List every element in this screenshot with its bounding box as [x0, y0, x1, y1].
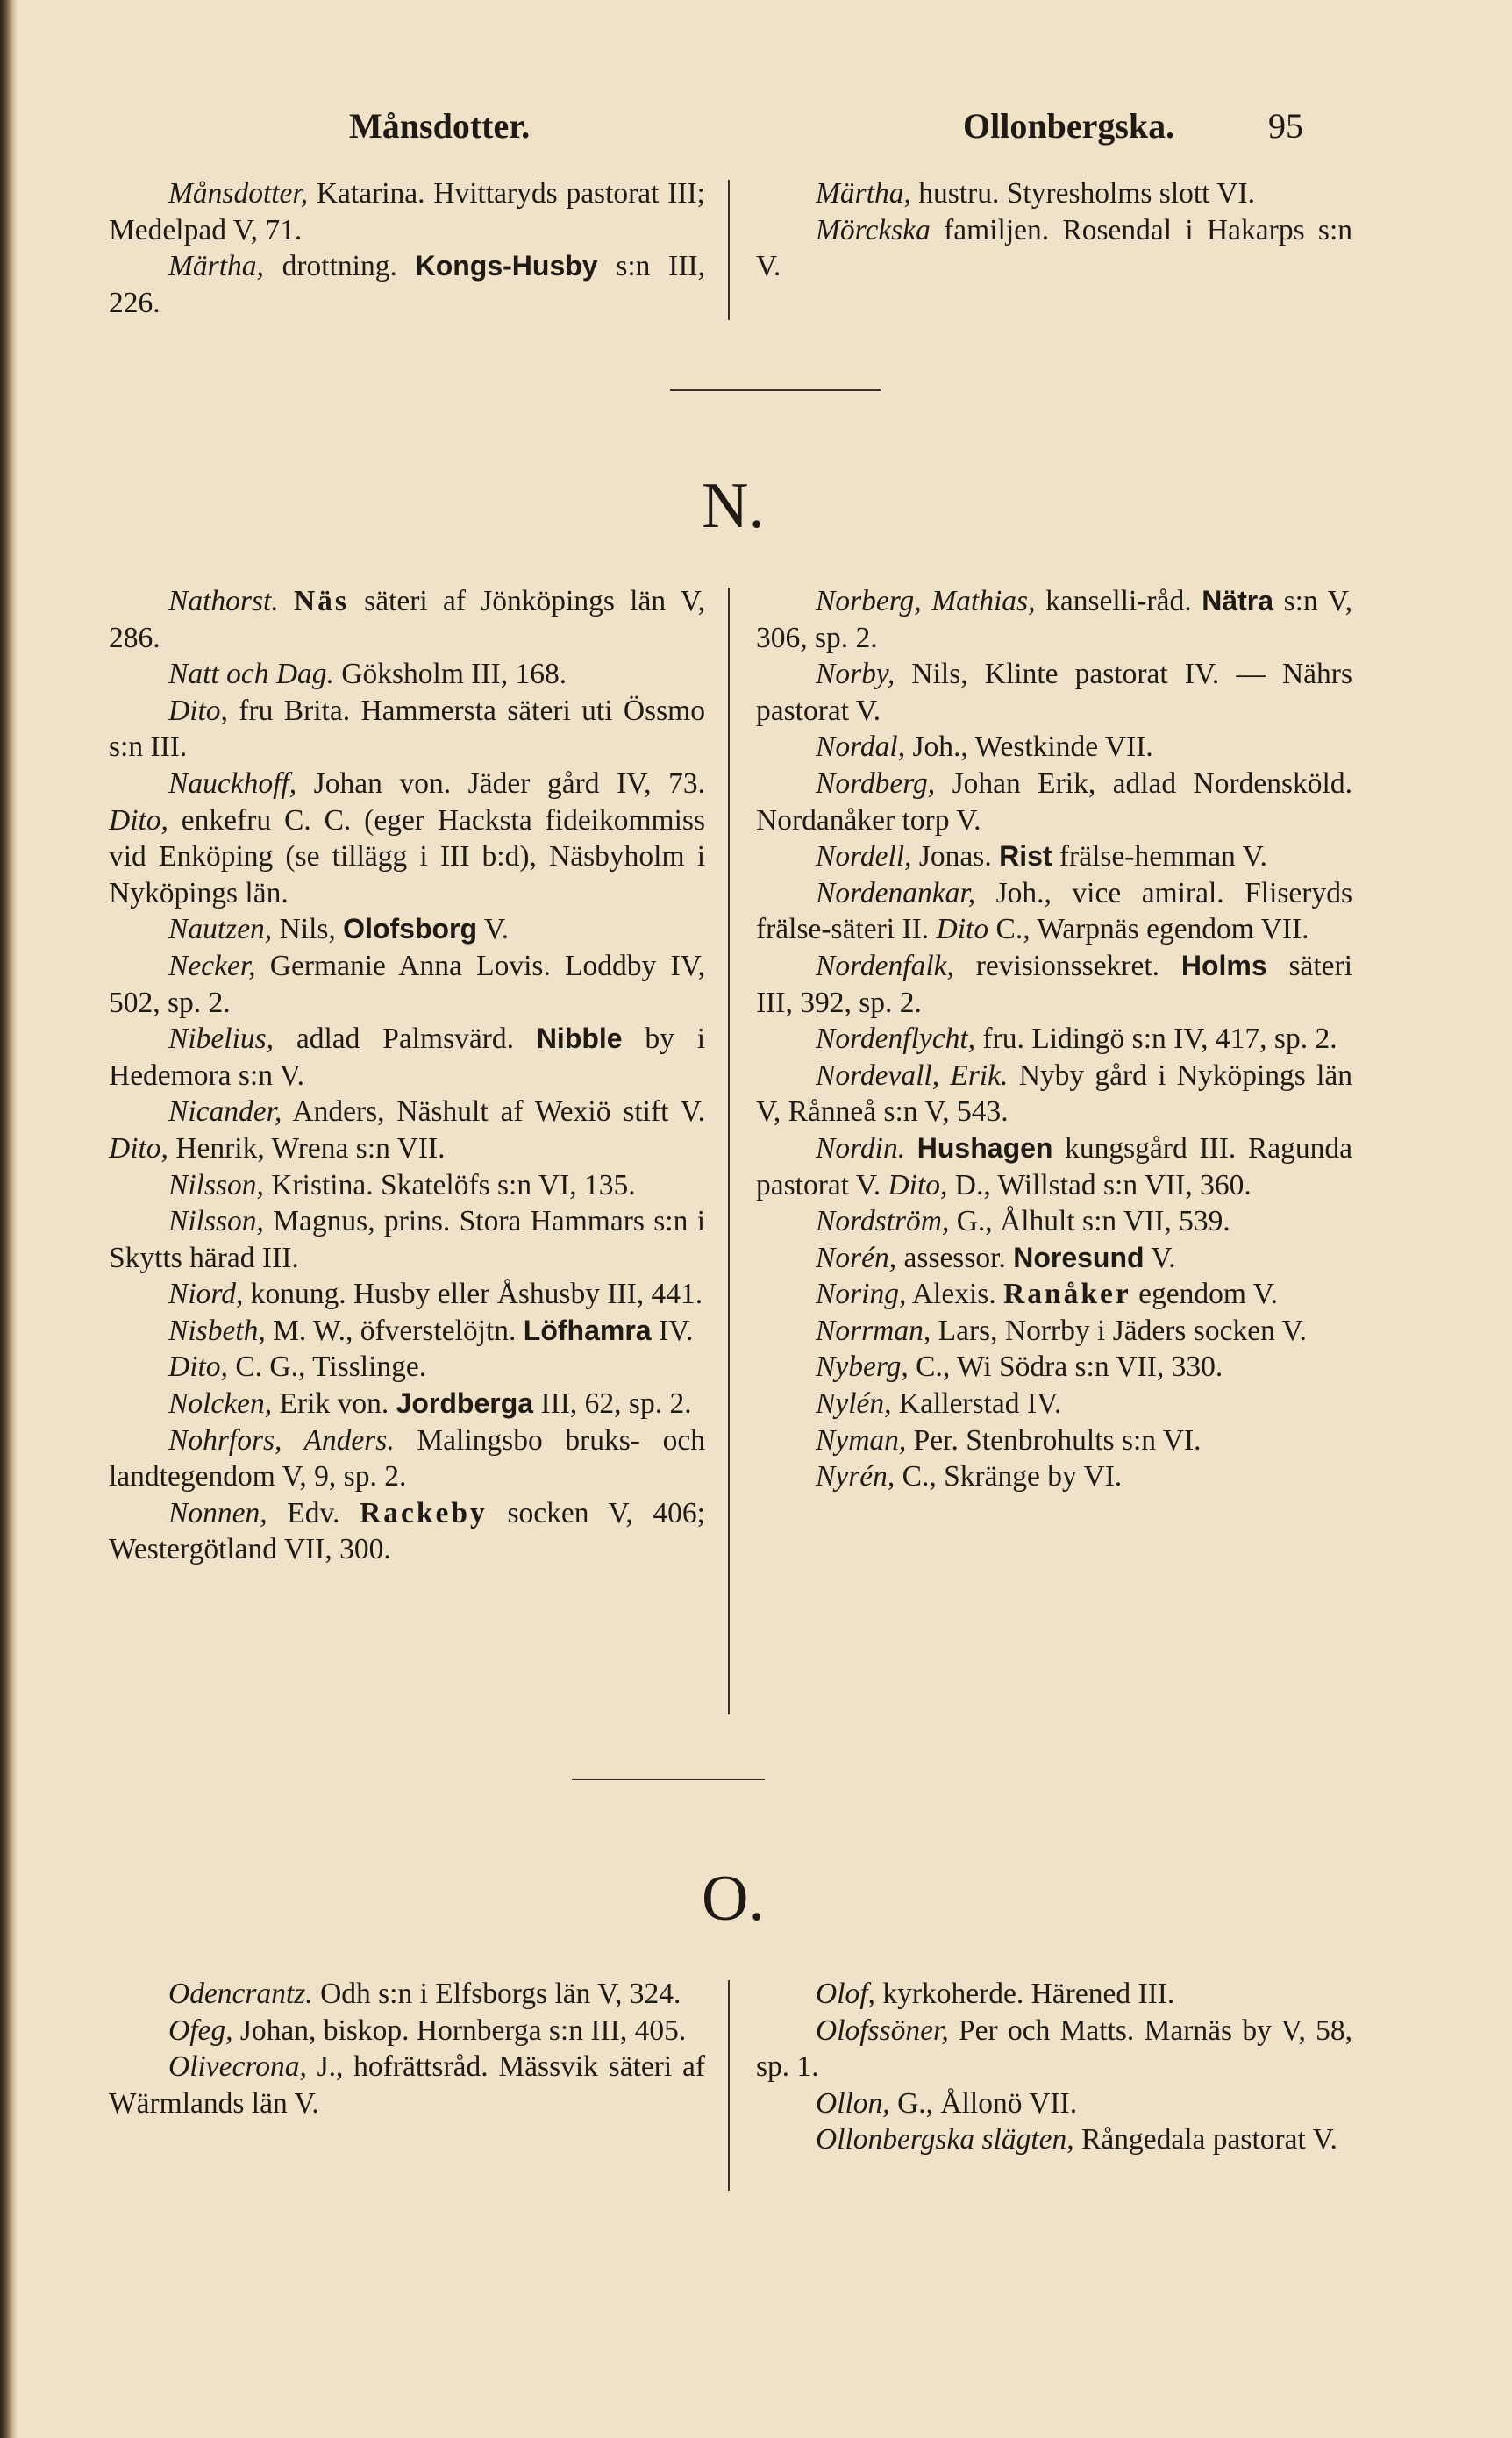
column-divider — [728, 180, 730, 320]
entry: Olofssöner, Per och Matts. Marnäs by V, 58, sp. 1. — [756, 2014, 1352, 2084]
m-right-column — [756, 175, 1352, 285]
entry: Nylén, Kallerstad IV. — [816, 1387, 1062, 1421]
entry: Mörckska familjen. Rosendal i Hakarps s:n V. — [756, 213, 1352, 283]
page-number: 95 — [1268, 106, 1303, 146]
n-right-column — [756, 583, 1352, 1495]
entry: Nilsson, Kristina. Skatelöfs s:n VI, 135. — [168, 1168, 636, 1201]
entry: Niord, konung. Husby eller Åshusby III, 441. — [168, 1278, 703, 1311]
entry: Nordevall, Erik. Nyby gård i Nyköpings län V, Rånneå s:n V, 543. — [756, 1059, 1352, 1129]
entry: Nyrén, C., Skränge by VI. — [816, 1460, 1123, 1493]
entry: Nordström, G., Ålhult s:n VII, 539. — [816, 1205, 1230, 1238]
entry: Nyman, Per. Stenbrohults s:n VI. — [816, 1423, 1202, 1457]
entry: Nibelius, adlad Palmsvärd. Nibble by i Hedemora s:n V. — [109, 1023, 705, 1092]
n-left-column — [109, 583, 705, 1568]
entry: Dito, fru Brita. Hammersta säteri uti Össmo s:n III. — [109, 694, 705, 764]
entry: Necker, Germanie Anna Lovis. Loddby IV, 502, sp. 2. — [109, 949, 705, 1019]
column-divider — [728, 588, 730, 1714]
header-right-catchword: Ollonbergska. — [963, 106, 1175, 146]
m-left-column — [109, 175, 705, 321]
running-header — [0, 105, 1512, 158]
entry: Ollon, G., Ållonö VII. — [816, 2086, 1078, 2120]
entry: Månsdotter, Katarina. Hvittaryds pastorat III; Medelpad V, 71. — [109, 177, 705, 246]
entry: Norberg, Mathias, kanselli-råd. Nätra s:n V, 306, sp. 2. — [756, 585, 1352, 654]
entry: Ofeg, Johan, biskop. Hornberga s:n III, 405. — [168, 2014, 687, 2047]
entry: Nisbeth, M. W., öfverstelöjtn. Löfhamra IV. — [168, 1314, 694, 1347]
column-divider — [728, 1980, 730, 2191]
entry: Nathorst. Näs säteri af Jönköpings län V, 286. — [109, 585, 705, 654]
header-left-catchword: Månsdotter. — [349, 106, 531, 146]
entry: Nordell, Jonas. Rist frälse-hemman V. — [816, 840, 1267, 873]
entry: Nordin. Hushagen kungsgård III. Ragunda pastorat V. Dito, D., Willstad s:n VII, 360. — [756, 1131, 1352, 1201]
entry: Norby, Nils, Klinte pastorat IV. — Nährs pastorat V. — [756, 658, 1352, 727]
entry: Nonnen, Edv. Rackeby socken V, 406; Westergötland VII, 300. — [109, 1496, 705, 1566]
entry: Noring, Alexis. Ranåker egendom V. — [816, 1278, 1278, 1311]
entry: Märtha, drottning. Kongs-Husby s:n III, 226. — [109, 250, 706, 319]
section-rule — [670, 389, 881, 391]
entry: Natt och Dag. Göksholm III, 168. — [168, 658, 567, 691]
entry: Olof, kyrkoherde. Härened III. — [816, 1978, 1175, 2010]
entry: Norrman, Lars, Norrby i Jäders socken V. — [816, 1314, 1307, 1347]
entry: Nordberg, Johan Erik, adlad Nordensköld. Nordanåker torp V. — [756, 766, 1352, 837]
o-left-column — [109, 1976, 705, 2121]
entry: Nicander, Anders, Näshult af Wexiö stift V. Dito, Henrik, Wrena s:n VII. — [109, 1095, 705, 1165]
entry: Nordenflycht, fru. Lidingö s:n IV, 417, sp. 2. — [816, 1023, 1337, 1056]
entry: Norén, assessor. Noresund V. — [816, 1241, 1176, 1274]
section-rule — [572, 1779, 765, 1780]
entry: Nilsson, Magnus, prins. Stora Hammars s:n i Skytts härad III. — [109, 1205, 705, 1274]
section-letter-o: O. — [702, 1863, 765, 1935]
entry: Olivecrona, J., hofrättsråd. Mässvik säteri af Wärmlands län V. — [109, 2050, 705, 2120]
entry: Odencrantz. Odh s:n i Elfsborgs län V, 324. — [168, 1978, 681, 2010]
entry: Nauckhoff, Johan von. Jäder gård IV, 73. Dito, enkefru C. C. (eger Hacksta fideikommiss vid Enköping (se tillägg i III b:d), Näsbyholm i Nyköpings län. — [109, 766, 705, 909]
entry: Nordal, Joh., Westkinde VII. — [816, 731, 1153, 764]
entry: Nohrfors, Anders. Malingsbo bruks- och landtegendom V, 9, sp. 2. — [109, 1423, 705, 1493]
entry: Nyberg, C., Wi Södra s:n VII, 330. — [816, 1351, 1223, 1384]
entry: Nordenankar, Joh., vice amiral. Fliseryds frälse-säteri II. Dito C., Warpnäs egendom VII. — [756, 876, 1352, 946]
entry: Nautzen, Nils, Olofsborg V. — [168, 913, 510, 946]
o-right-column — [756, 1976, 1352, 2158]
entry: Ollonbergska slägten, Rångedala pastorat V. — [816, 2123, 1337, 2156]
entry: Märtha, hustru. Styresholms slott VI. — [816, 177, 1255, 210]
section-letter-n: N. — [702, 470, 765, 542]
page-spine-edge — [0, 0, 18, 2438]
entry: Nolcken, Erik von. Jordberga III, 62, sp. 2. — [168, 1387, 692, 1421]
entry: Dito, C. G., Tisslinge. — [168, 1351, 427, 1384]
entry: Nordenfalk, revisionssekret. Holms säteri III, 392, sp. 2. — [756, 949, 1353, 1019]
